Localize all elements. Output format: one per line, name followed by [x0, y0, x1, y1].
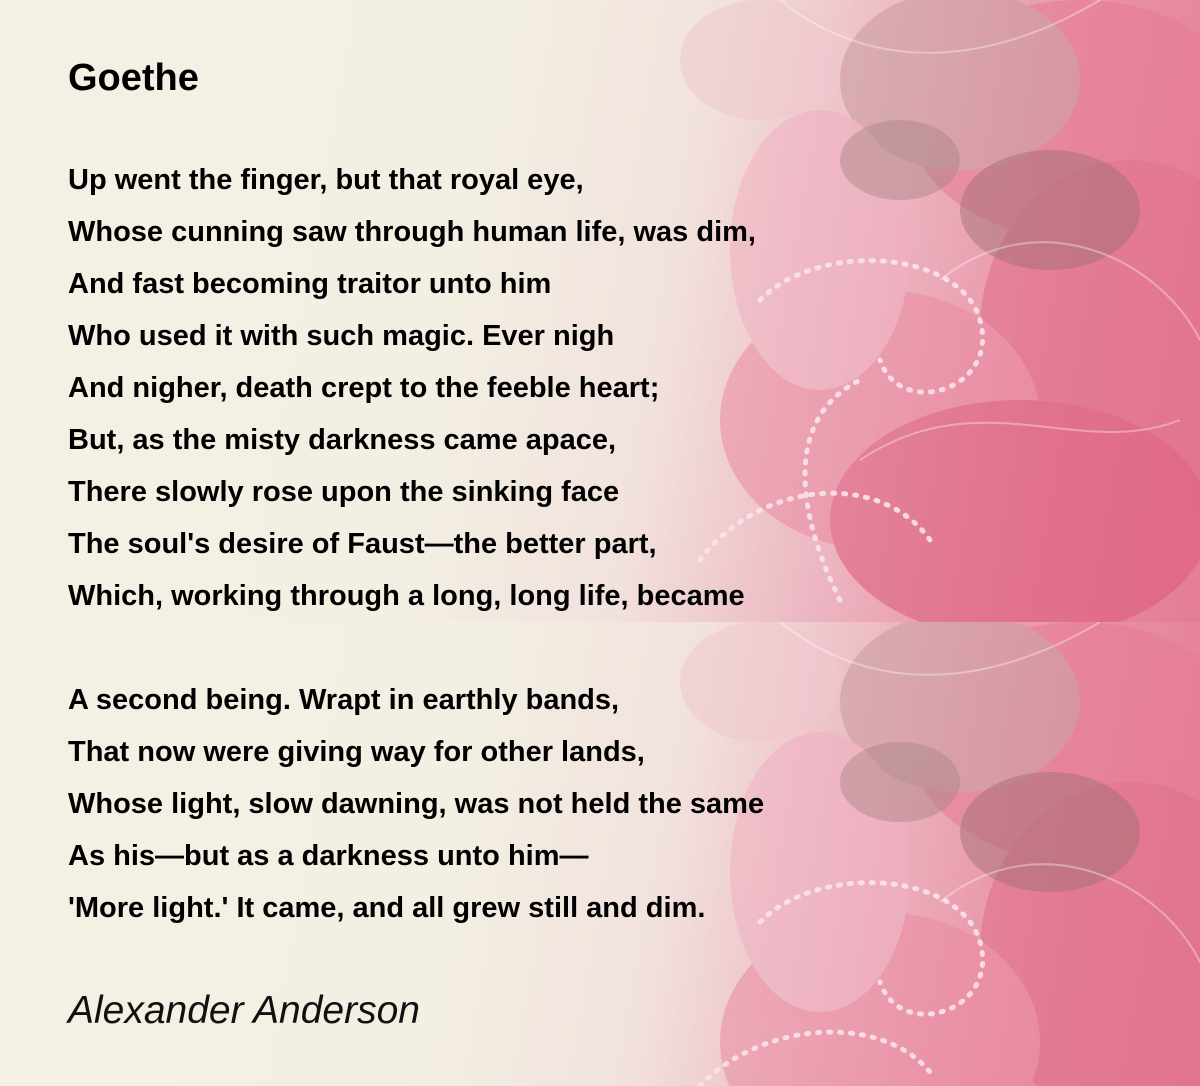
poem-line: And nigher, death crept to the feeble heart;	[68, 372, 660, 404]
poem-line: Up went the finger, but that royal eye,	[68, 164, 584, 196]
poem-author: Alexander Anderson	[68, 989, 420, 1032]
poem-line: Whose cunning saw through human life, was dim,	[68, 216, 756, 248]
poem-line: Which, working through a long, long life, became	[68, 580, 745, 612]
poem-line: But, as the misty darkness came apace,	[68, 424, 617, 456]
poem-line: Who used it with such magic. Ever nigh	[68, 320, 615, 352]
poem-line: As his—but as a darkness unto him—	[68, 840, 589, 872]
poem-line: Whose light, slow dawning, was not held the same	[68, 788, 765, 820]
poem-line: And fast becoming traitor unto him	[68, 268, 552, 300]
poem-line: That now were giving way for other lands,	[68, 736, 645, 768]
poem-title: Goethe	[68, 57, 199, 99]
poem-line: A second being. Wrapt in earthly bands,	[68, 684, 620, 716]
poem-line: There slowly rose upon the sinking face	[68, 476, 620, 508]
stanza-1	[68, 154, 756, 622]
poem-line: The soul's desire of Faust—the better part,	[68, 528, 657, 560]
poem-line: 'More light.' It came, and all grew still and dim.	[68, 892, 706, 924]
stanza-2	[68, 674, 764, 934]
